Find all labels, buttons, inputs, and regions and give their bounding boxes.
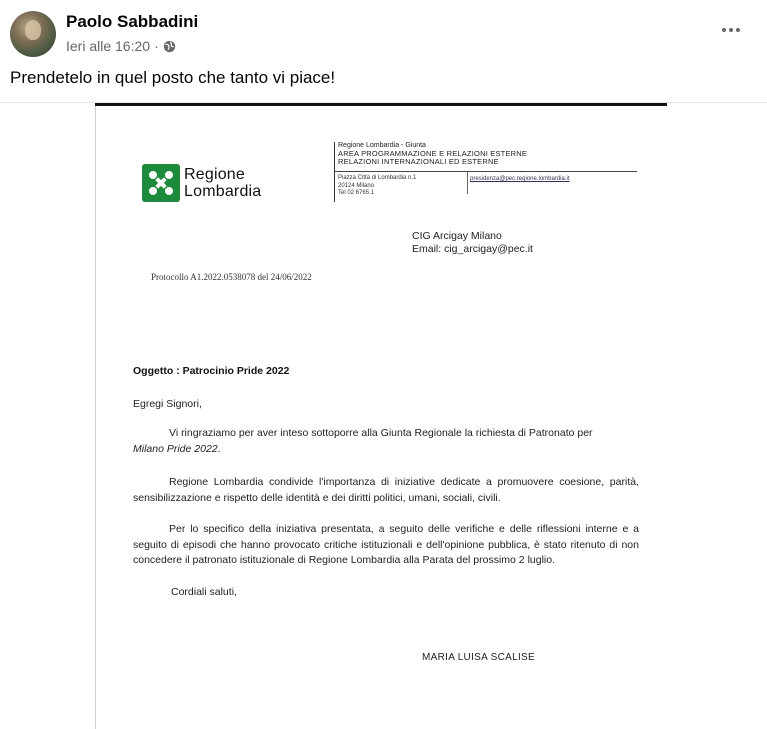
paragraph-3-text: Per lo specifico della iniziativa presentata, a seguito delle verifiche e delle riflessioni interne e a seguito di episodi che hanno provocato critiche istituzionali e dell'opinione pubblica, è stato ritenuto di non concedere il patronato istituzionale di Regione Lombardia alla Parata del prossimo 2 luglio.: [133, 523, 639, 566]
recipient-name: CIG Arcigay Milano: [412, 230, 502, 242]
letter-subject: Oggetto : Patrocinio Pride 2022: [133, 365, 290, 377]
regione-lombardia-logo-icon: [142, 164, 180, 202]
paragraph-1-text: Vi ringraziamo per aver inteso sottoporre alla Giunta Regionale la richiesta di Patronato per: [169, 427, 593, 439]
post-header: [0, 0, 767, 64]
logo-line-2: Lombardia: [184, 183, 262, 200]
globe-icon[interactable]: [163, 40, 176, 53]
meta-separator: ·: [154, 38, 159, 54]
paragraph-2-text: Regione Lombardia condivide l'importanza di iniziative dedicate a promuovere coesione, parità, sensibilizzazione e rispetto delle identità e dei diritti politici, umani, sociali, civili.: [133, 476, 639, 504]
post-caption: Prendetelo in quel posto che tanto vi piace!: [10, 68, 336, 87]
post-image[interactable]: [0, 102, 767, 729]
address-line-1: Piazza Città di Lombardia n.1: [338, 175, 417, 181]
letter-paragraph-2: [133, 475, 639, 506]
letterhead-address: [338, 175, 416, 198]
letter-paragraph-1: [133, 426, 639, 457]
address-line-2: 20124 Milano: [338, 182, 375, 189]
letter-greeting: Egregi Signori,: [133, 398, 202, 410]
letterhead-email: presidenza@pec.regione.lombardia.it: [470, 176, 570, 182]
letterhead-area: AREA PROGRAMMAZIONE E RELAZIONI ESTERNE: [338, 149, 528, 158]
more-horizontal-icon: [722, 28, 726, 32]
author-avatar[interactable]: [10, 11, 56, 57]
letterhead-separator: [467, 172, 468, 194]
letterhead-office: RELAZIONI INTERNAZIONALI ED ESTERNE: [338, 157, 499, 166]
paragraph-1-end: .: [217, 442, 221, 455]
recipient-block: [412, 230, 533, 256]
letter-paragraph-3: [133, 522, 639, 569]
letterhead-giunta: Regione Lombardia - Giunta: [338, 142, 426, 149]
recipient-email: Email: cig_arcigay@pec.it: [412, 243, 533, 255]
address-line-3: Tel 02 6765.1: [338, 190, 375, 196]
letter-signature: MARIA LUISA SCALISE: [422, 652, 535, 663]
post-timestamp[interactable]: Ieri alle 16:20: [66, 38, 151, 54]
logo-line-1: Regione: [184, 166, 246, 183]
letter-closing: Cordiali saluti,: [171, 586, 237, 598]
letterhead-rule: [335, 171, 637, 172]
letter-document: [95, 106, 667, 729]
letterhead-block: [334, 142, 636, 202]
paragraph-1-event: Milano Pride 2022: [133, 442, 218, 455]
protocol-number: Protocollo A1.2022.0538078 del 24/06/2022: [151, 272, 312, 282]
logo-wordmark: [184, 166, 261, 200]
more-options-button[interactable]: [713, 18, 749, 42]
post-meta: [66, 38, 176, 54]
author-name[interactable]: Paolo Sabbadini: [66, 12, 199, 31]
